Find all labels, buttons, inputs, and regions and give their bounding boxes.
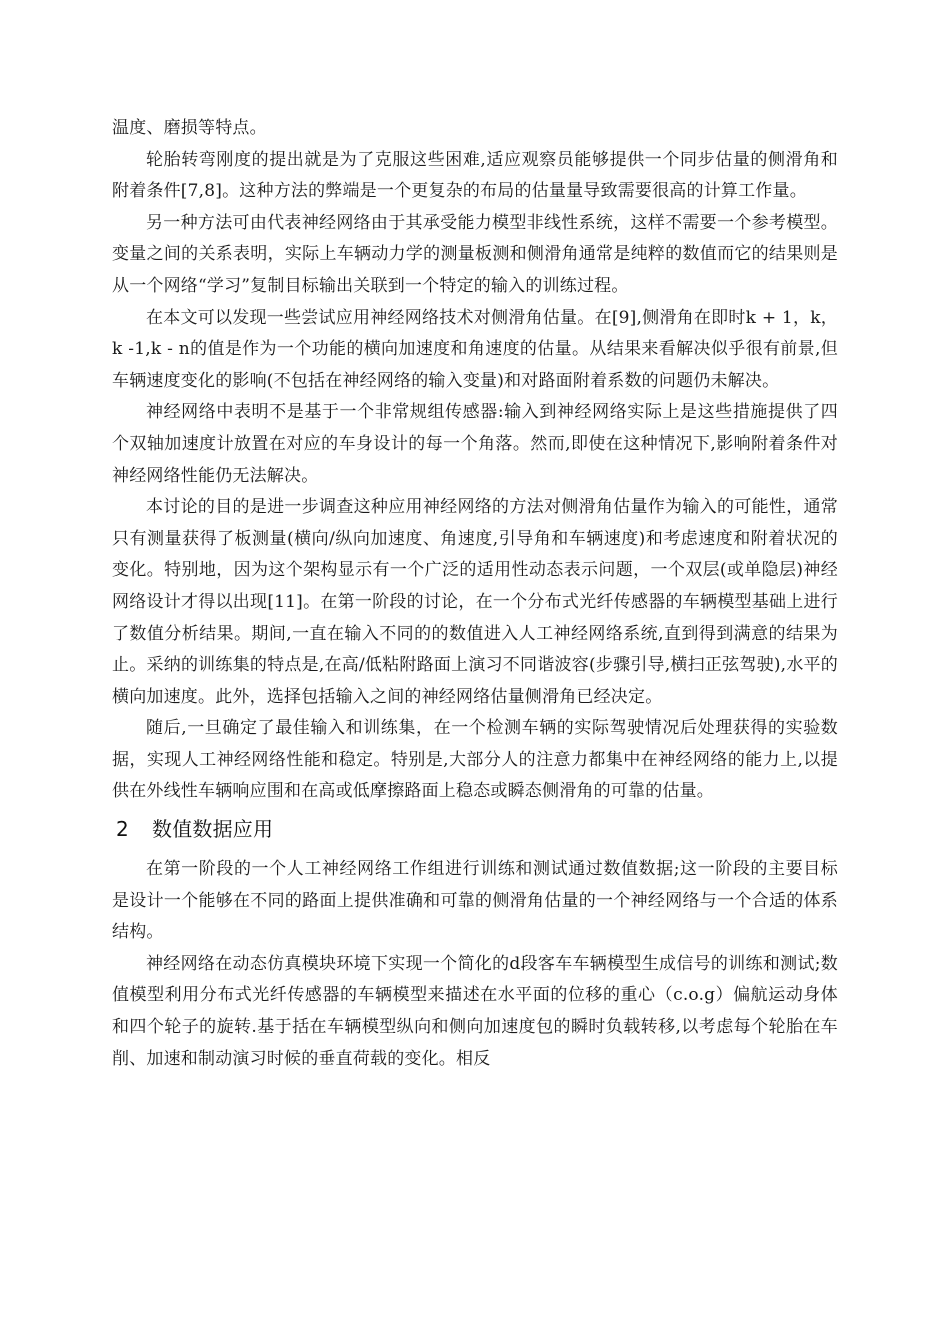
paragraph: 轮胎转弯刚度的提出就是为了克服这些困难,适应观察员能够提供一个同步估量的侧滑角和附着条件[7,8]。这种方法的弊端是一个更复杂的布局的估量量导致需要很高的计算工作量。	[112, 149, 838, 202]
section-title: 数值数据应用	[152, 817, 274, 842]
paragraph: 另一种方法可由代表神经网络由于其承受能力模型非线性系统，这样不需要一个参考模型。变量之间的关系表明，实际上车辆动力学的测量板测和侧滑角通常是纯粹的数值而它的结果则是从一个网络“学习”复制目标输出关联到一个特定的输入的训练过程。	[112, 212, 838, 296]
paragraph: 神经网络中表明不是基于一个非常规组传感器:输入到神经网络实际上是这些措施提供了四个双轴加速度计放置在对应的车身设计的每一个角落。然而,即使在这种情况下,影响附着条件对神经网络性能仍无法解决。	[112, 402, 838, 486]
paragraph: 温度、磨损等特点。	[112, 118, 267, 138]
paragraph: 在第一阶段的一个人工神经网络工作组进行训练和测试通过数值数据;这一阶段的主要目标是设计一个能够在不同的路面上提供准确和可靠的侧滑角估量的一个神经网络与一个合适的体系结构。	[112, 859, 838, 943]
section-number: 2	[116, 817, 129, 842]
paragraph: 随后,一旦确定了最佳输入和训练集，在一个检测车辆的实际驾驶情况后处理获得的实验数据，实现人工神经网络性能和稳定。特别是,大部分人的注意力都集中在神经网络的能力上,以提供在外线性车辆响应围和在高或低摩擦路面上稳态或瞬态侧滑角的可靠的估量。	[112, 718, 838, 802]
paragraph: 神经网络在动态仿真模块环境下实现一个简化的d段客车车辆模型生成信号的训练和测试;数值模型利用分布式光纤传感器的车辆模型来描述在水平面的位移的重心（c.o.g）偏航运动身体和四个轮子的旋转.基于括在车辆模型纵向和侧向加速度包的瞬时负载转移,以考虑每个轮胎在车削、加速和制动演习时候的垂直荷载的变化。相反	[112, 953, 838, 1069]
paragraph: 在本文可以发现一些尝试应用神经网络技术对侧滑角估量。在[9],侧滑角在即时k + 1，k，k -1,k - n的值是作为一个功能的横向加速度和角速度的估量。从结果来看解决似乎很有前景,但车辆速度变化的影响(不包括在神经网络的输入变量)和对路面附着系数的问题仍未解决。	[112, 307, 838, 391]
document-page	[112, 113, 838, 1075]
paragraph: 本讨论的目的是进一步调查这种应用神经网络的方法对侧滑角估量作为输入的可能性，通常只有测量获得了板测量(横向/纵向加速度、角速度,引导角和车辆速度)和考虑速度和附着状况的变化。特别地，因为这个架构显示有一个广泛的适用性动态表示问题，一个双层(或单隐层)神经网络设计才得以出现[11]。在第一阶段的讨论，在一个分布式光纤传感器的车辆模型基础上进行了数值分析结果。期间,一直在输入不同的的数值进入人工神经网络系统,直到得到满意的结果为止。采纳的训练集的特点是,在高/低粘附路面上演习不同谐波容(步骤引导,横扫正弦驾驶),水平的横向加速度。此外，选择包括输入之间的神经网络估量侧滑角已经决定。	[112, 497, 838, 707]
section-heading	[116, 810, 838, 848]
